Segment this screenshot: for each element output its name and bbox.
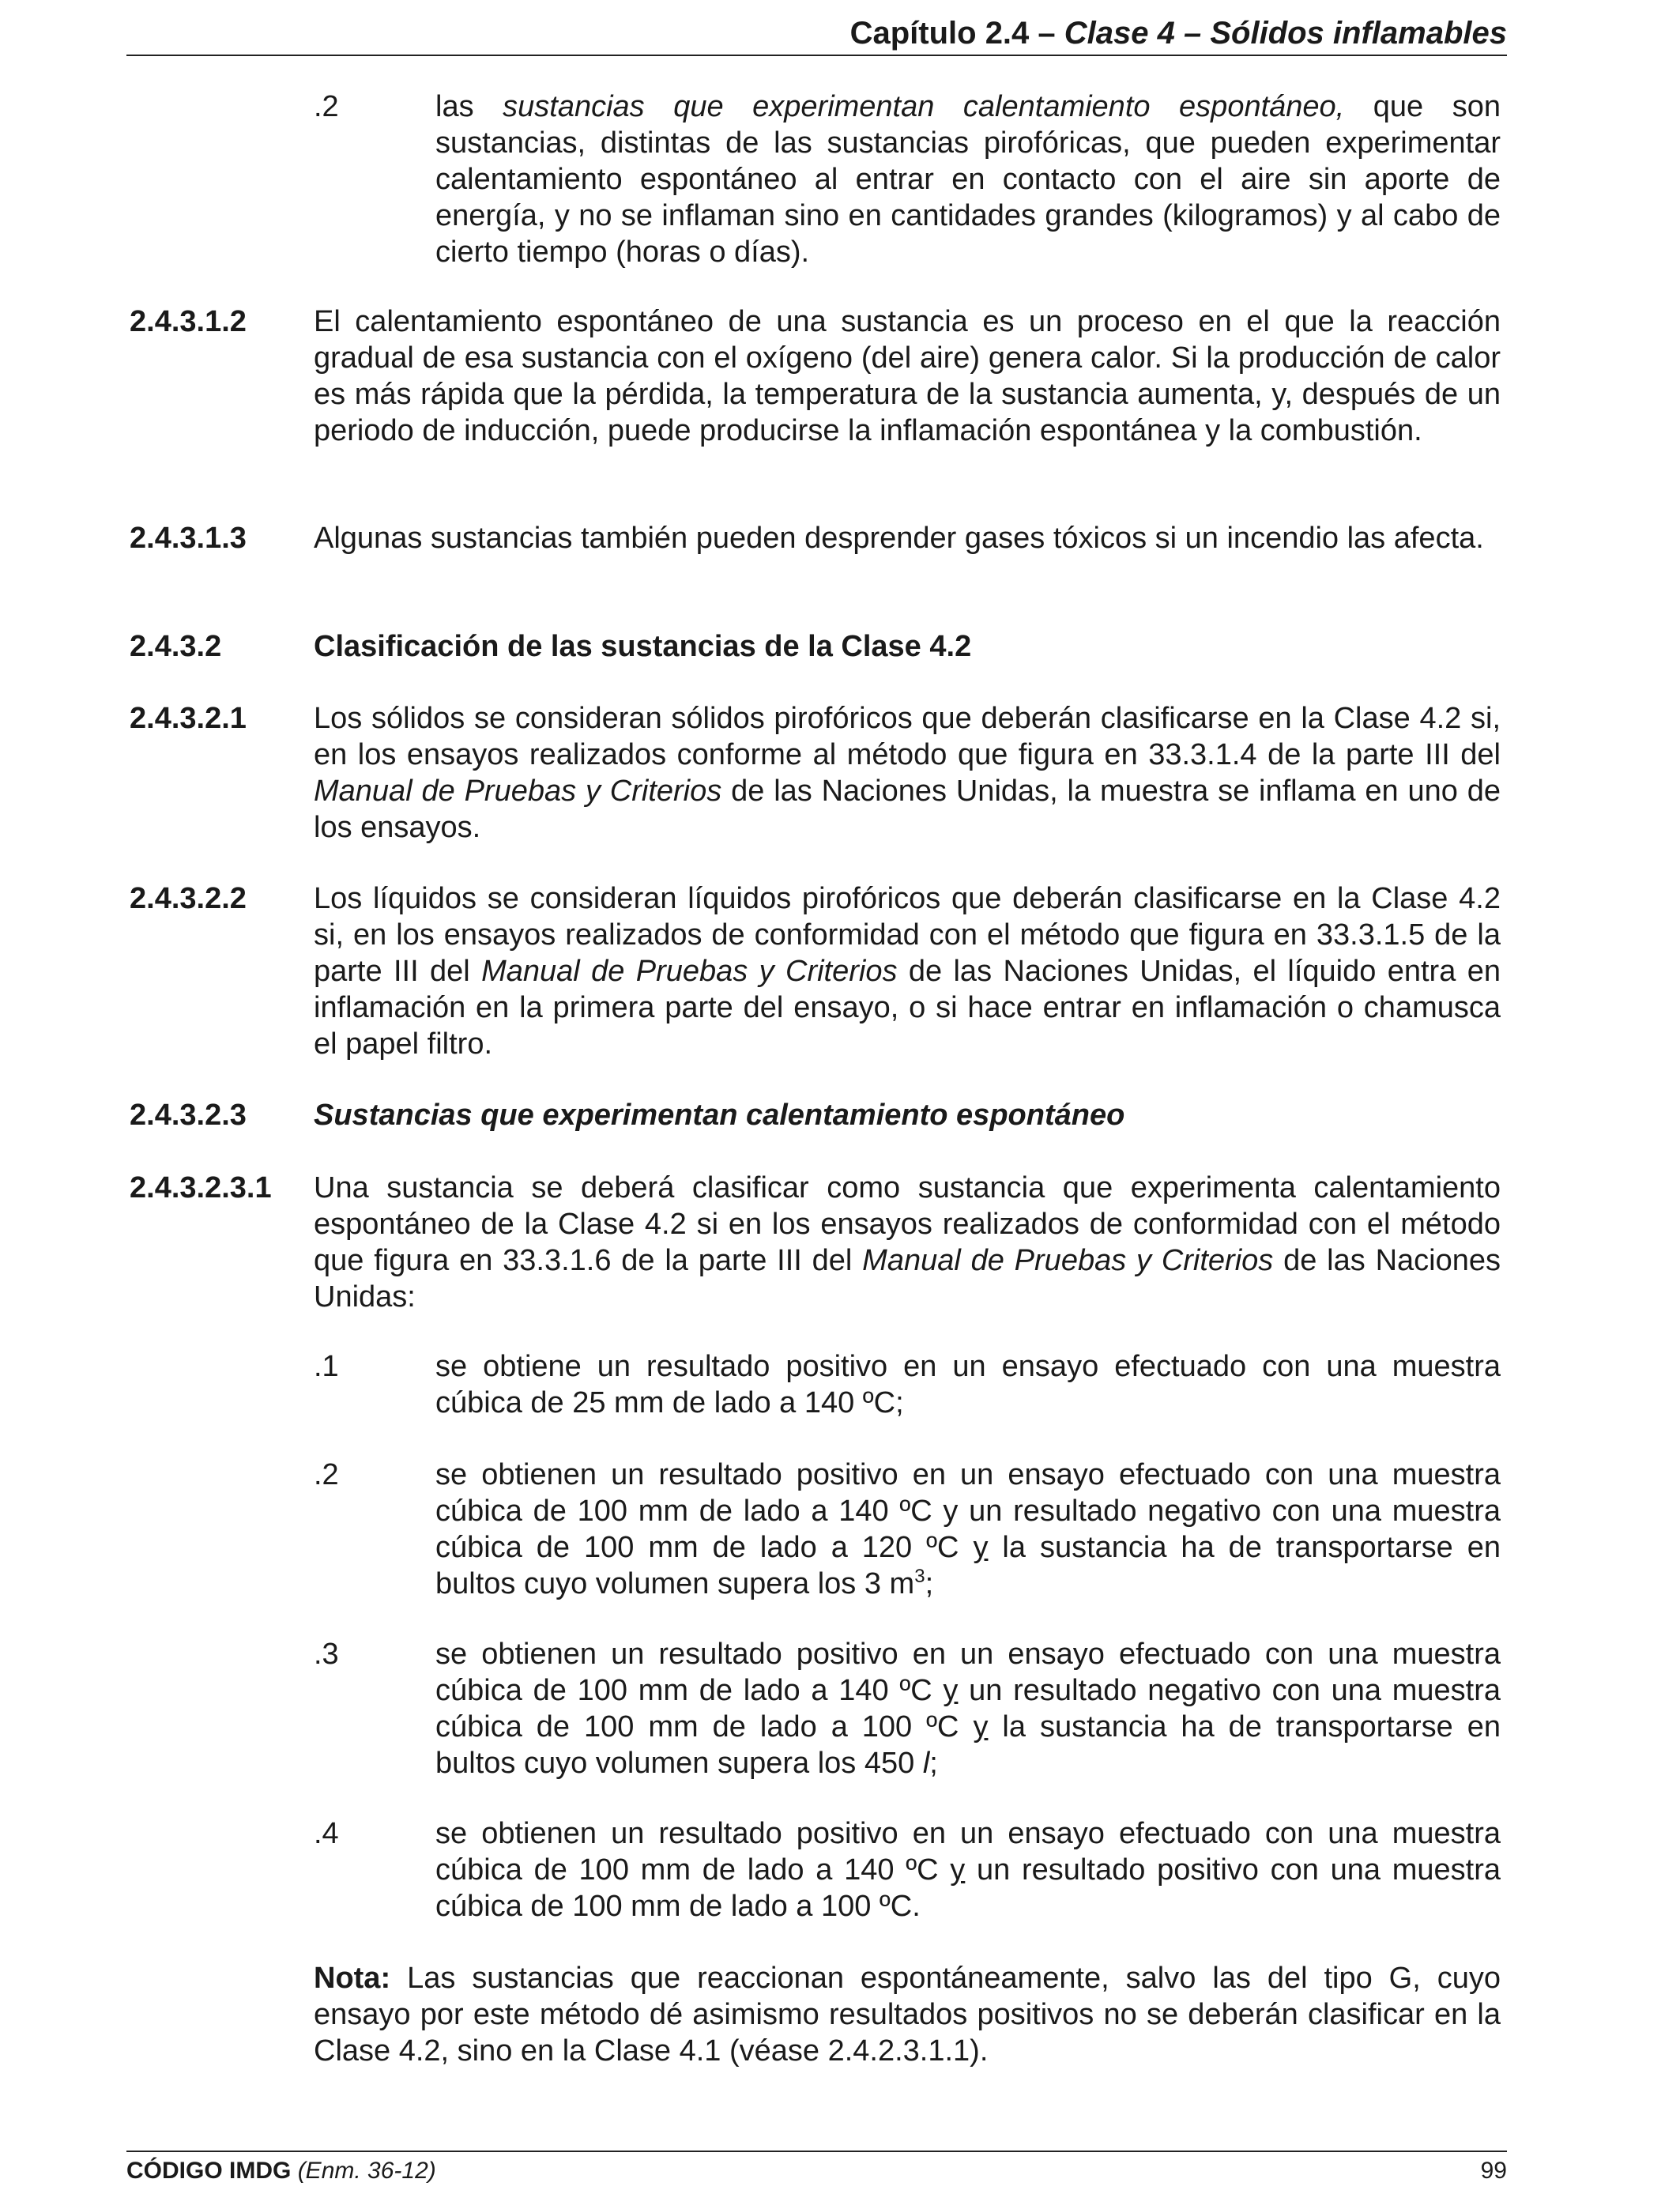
item-number: .3 xyxy=(314,1638,339,1671)
section-number: 2.4.3.2.1 xyxy=(130,702,247,735)
item-text: se obtienen un resultado positivo en un ensayo efectuado con una muestra cúbica de 100 mm de lado a 140 ºC y un resultado negativo con una muestra cúbica de 100 mm de lado a 100 ºC y la sustancia ha de transportarse en bultos cuyo volumen supera los 450 l; xyxy=(435,1638,1501,1780)
note-paragraph: Nota: Las sustancias que reaccionan espontáneamente, salvo las del tipo G, cuyo ensayo por este método dé asimismo resultados positivos no se deberán clasificar en la Clase 4.2, sino en la Clase 4.1 (véase 2.4.2.3.1.1). xyxy=(314,1962,1501,2068)
chapter-title: Clase 4 – Sólidos inflamables xyxy=(1064,16,1507,51)
note-label: Nota: xyxy=(314,1962,391,1995)
section-paragraph: Los líquidos se consideran líquidos pirofóricos que deberán clasificarse en la Clase 4.2 si, en los ensayos realizados de conformidad con el método que figura en 33.3.1.5 de la parte III del Manual de Pruebas y Criterios de las Naciones Unidas, el líquido entra en inflamación en la primera parte del ensayo, o si hace entrar en inflamación o chamusca el papel filtro. xyxy=(314,882,1501,1061)
footer-code: CÓDIGO IMDG (Enm. 36-12) xyxy=(126,2158,436,2184)
section-paragraph: Algunas sustancias también pueden desprender gases tóxicos si un incendio las afecta. xyxy=(314,522,1484,555)
item-text: las sustancias que experimentan calentamiento espontáneo, que son sustancias, distintas de las sustancias pirofóricas, que pueden experimentar calentamiento espontáneo al entrar en contacto con el aire sin aporte de energía, y no se inflaman sino en cantidades grandes (kilogramos) y al cabo de cierto tiempo (horas o días). xyxy=(435,90,1501,269)
item-number: .2 xyxy=(314,90,339,123)
footer-rule xyxy=(126,2151,1507,2152)
section-paragraph: Los sólidos se consideran sólidos pirofóricos que deberán clasificarse en la Clase 4.2 si, en los ensayos realizados conforme al método que figura en 33.3.1.4 de la parte III del Manual de Pruebas y Criterios de las Naciones Unidas, la muestra se inflama en uno de los ensayos. xyxy=(314,702,1501,844)
section-number: 2.4.3.2.2 xyxy=(130,882,247,915)
section-paragraph: El calentamiento espontáneo de una sustancia es un proceso en el que la reacción gradual de esa sustancia con el oxígeno (del aire) genera calor. Si la producción de calor es más rápida que la pérdida, la temperatura de la sustancia aumenta, y, después de un periodo de inducción, puede producirse la inflamación espontánea y la combustión. xyxy=(314,305,1501,447)
item-text: se obtienen un resultado positivo en un ensayo efectuado con una muestra cúbica de 100 mm de lado a 140 ºC y un resultado negativo con una muestra cúbica de 100 mm de lado a 120 ºC y la sustancia ha de transportarse en bultos cuyo volumen supera los 3 $m^3$; xyxy=(435,1458,1501,1600)
item-text: se obtienen un resultado positivo en un ensayo efectuado con una muestra cúbica de 100 mm de lado a 140 ºC y un resultado positivo con una muestra cúbica de 100 mm de lado a 100 ºC. xyxy=(435,1817,1501,1923)
running-header xyxy=(126,11,1507,55)
section-number: 2.4.3.2.3 xyxy=(130,1099,247,1132)
section-heading: Sustancias que experimentan calentamiento espontáneo xyxy=(314,1099,1125,1132)
header-rule xyxy=(126,55,1507,56)
section-number: 2.4.3.1.2 xyxy=(130,305,247,338)
section-number: 2.4.3.2.3.1 xyxy=(130,1171,272,1204)
item-text: se obtiene un resultado positivo en un ensayo efectuado con una muestra cúbica de 25 mm de lado a 140 ºC; xyxy=(435,1350,1501,1419)
section-number: 2.4.3.1.3 xyxy=(130,522,247,555)
section-number: 2.4.3.2 xyxy=(130,630,222,663)
section-heading: Clasificación de las sustancias de la Clase 4.2 xyxy=(314,630,972,663)
item-number: .1 xyxy=(314,1350,339,1383)
chapter-label: Capítulo 2.4 – xyxy=(849,16,1056,51)
item-number: .2 xyxy=(314,1458,339,1491)
page-number: 99 xyxy=(1480,2158,1507,2184)
item-number: .4 xyxy=(314,1817,339,1850)
section-paragraph: Una sustancia se deberá clasificar como sustancia que experimenta calentamiento espontáneo de la Clase 4.2 si en los ensayos realizados de conformidad con el método que figura en 33.3.1.6 de la parte III del Manual de Pruebas y Criterios de las Naciones Unidas: xyxy=(314,1171,1501,1314)
